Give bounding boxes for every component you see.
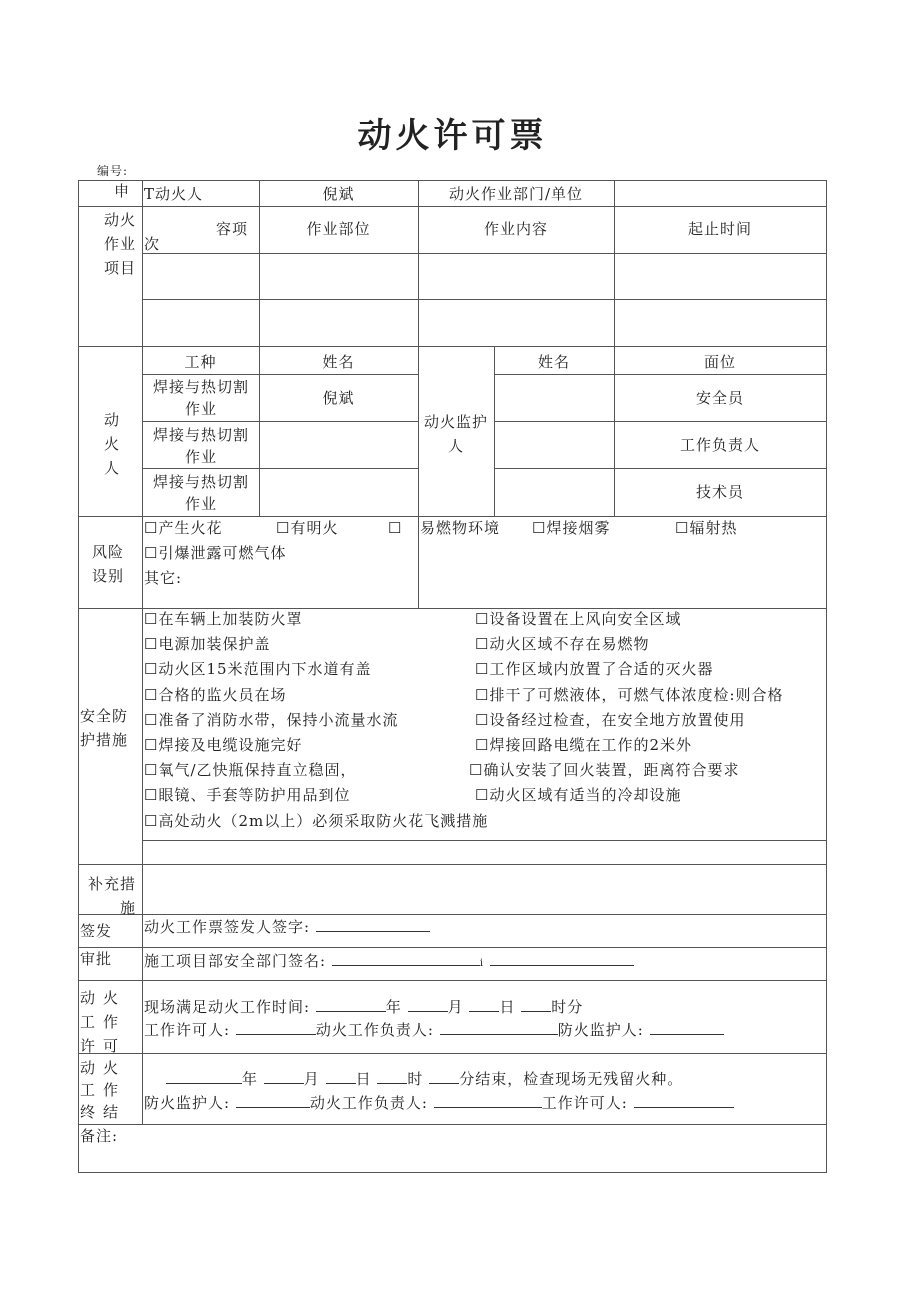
safety-item-label: 高处动火（2m以上）必须采取防火花飞溅措施: [158, 811, 489, 830]
applicant-label: T动火人: [144, 185, 204, 203]
safety-checkbox-item[interactable]: [144, 686, 286, 704]
checkbox-icon: ☐: [475, 736, 490, 754]
risk-item-sparks[interactable]: ☐产生火花: [144, 519, 223, 537]
safety-checkbox-item[interactable]: [475, 635, 649, 653]
approval-separator: i: [479, 958, 485, 969]
approval-signature-label: 施工项目部安全部门签名:: [144, 952, 327, 970]
checkbox-icon: ☐: [475, 635, 490, 654]
safety-checkbox-item[interactable]: [144, 635, 270, 653]
safety-checkbox-item[interactable]: [475, 610, 681, 628]
safety-checkbox-item[interactable]: [475, 711, 745, 729]
checkbox-icon: ☐: [144, 811, 159, 830]
monitor-position-1: 安全员: [695, 389, 744, 407]
checkbox-icon: ☐: [475, 710, 490, 729]
checkbox-icon: ☐: [144, 736, 159, 754]
issue-side-label: 签发: [80, 922, 113, 940]
safety-checkbox-item[interactable]: [475, 736, 692, 754]
safety-checkbox-item[interactable]: [475, 786, 681, 804]
risk-other-label: 其它:: [144, 569, 183, 587]
risk-item-gas-leak[interactable]: ☐引爆泄露可燃气体: [144, 544, 287, 562]
leader-label: 动火工作负责人:: [309, 1094, 428, 1112]
guard-label: 防火监护人:: [144, 1094, 231, 1112]
checkbox-icon: ☐: [469, 761, 484, 780]
permitter-label: 工作许可人:: [541, 1094, 628, 1112]
number-label: 编号:: [97, 164, 129, 178]
safety-checkbox-item[interactable]: [144, 761, 357, 779]
safety-side-label: 安全防护措施: [80, 707, 129, 749]
safety-item-label: 工作区域内放置了合适的灭火器: [489, 660, 714, 679]
risk-item-label: 焊接烟雾: [546, 519, 611, 537]
safety-item-label: 设备设置在上风向安全区域: [489, 610, 682, 628]
col-worker-name: 姓名: [322, 353, 355, 371]
safety-checkbox-item[interactable]: [144, 711, 398, 729]
safety-item-label: 动火区15米范围内下水道有盖: [158, 660, 372, 679]
risk-item-welding-fumes[interactable]: ☐焊接烟雾: [532, 519, 611, 537]
permit-side-label: 动火工作许可: [80, 989, 127, 1055]
safety-checkbox-item[interactable]: [144, 736, 302, 754]
safety-item-label: 合格的监火员在场: [158, 685, 287, 704]
leader-label: 动火工作负责人:: [315, 1021, 434, 1039]
safety-item-label: 氧气/乙快瓶保持直立稳固，: [158, 761, 357, 780]
checkbox-icon: ☐: [144, 610, 159, 628]
year-label: 年: [242, 1070, 259, 1088]
safety-checkbox-item[interactable]: [144, 610, 302, 628]
worker-type-3: 焊接与热切割作业: [152, 473, 249, 513]
safety-checkbox-item[interactable]: [475, 660, 713, 678]
monitors-side-label: 动火监护人: [423, 413, 488, 455]
issuer-signature-label: 动火工作票签发人签字:: [144, 918, 311, 936]
permit-time-row[interactable]: [144, 997, 583, 1016]
safety-item-label: 动火区域不存在易燃物: [489, 635, 650, 654]
applicant-name[interactable]: 倪斌: [322, 185, 355, 203]
hourmin-label: 时分: [551, 998, 584, 1016]
approval-side-label: 审批: [80, 950, 113, 968]
risk-item-label: 有明火: [290, 519, 339, 537]
safety-item-label: 设备经过检查，在安全地方放置使用: [489, 710, 746, 729]
checkbox-icon: ☐: [144, 660, 159, 679]
applicant-side-label: 申: [114, 182, 131, 200]
safety-checkbox-item[interactable]: [475, 686, 784, 704]
permit-signature-row[interactable]: [144, 1020, 724, 1039]
project-side-label: 动火作业项目: [103, 211, 136, 277]
col-location: 作业部位: [306, 220, 371, 238]
checkbox-icon: ☐: [144, 786, 159, 805]
permitter-label: 工作许可人:: [144, 1021, 231, 1039]
monitor-position-3: 技术员: [695, 483, 744, 501]
remarks-label: 备注:: [80, 1127, 119, 1145]
day-label: 日: [499, 998, 516, 1016]
worker-type-1: 焊接与热切割作业: [152, 378, 249, 418]
supplement-side-label: 补充措施: [87, 875, 136, 917]
guard-label: 防火监护人:: [557, 1021, 644, 1039]
workers-side-label: 动火人: [103, 411, 120, 477]
checkbox-icon: ☐: [475, 610, 490, 628]
end-signature-row[interactable]: [144, 1093, 734, 1112]
risk-item-radiant-heat[interactable]: ☐辐射热: [675, 519, 738, 537]
safety-checkbox-item[interactable]: [144, 812, 488, 830]
worker-type-2: 焊接与热切割作业: [152, 426, 249, 466]
col-content: 作业内容: [483, 220, 548, 238]
day-label: 日: [355, 1070, 372, 1088]
risk-item-open-flame[interactable]: ☐有明火: [276, 519, 339, 537]
month-label: 月: [447, 998, 464, 1016]
department-label: 动火作业部门/单位: [448, 185, 584, 203]
safety-item-label: 焊接及电缆设施完好: [158, 736, 303, 754]
safety-checkbox-item[interactable]: [144, 660, 372, 678]
issuer-signature-field[interactable]: [144, 917, 430, 936]
worker-name-1[interactable]: 倪斌: [322, 389, 355, 407]
col-item-top: 容项: [216, 220, 249, 238]
checkbox-icon: ☐: [144, 761, 159, 780]
year-label: 年: [385, 998, 402, 1016]
risk-item-label: 产生火花: [158, 519, 223, 537]
risk-item-label: 引爆泄露可燃气体: [158, 544, 287, 562]
risk-item-checkbox-flammable[interactable]: ☐: [388, 519, 403, 537]
checkbox-icon: ☐: [144, 710, 159, 729]
end-tail-text: 分结束，检查现场无残留火种。: [459, 1070, 684, 1088]
col-item-bottom: 次: [144, 235, 161, 253]
col-work-type: 工种: [184, 353, 217, 371]
page-title: 动火许可票: [357, 116, 548, 156]
end-time-row[interactable]: [166, 1069, 683, 1088]
approval-signature-field[interactable]: [144, 951, 634, 973]
safety-item-label: 在车辆上加装防火罩: [158, 610, 303, 628]
hour-label: 时: [407, 1070, 424, 1088]
safety-item-label: 准备了消防水带，保持小流量水流: [158, 710, 399, 729]
permit-time-label: 现场满足动火工作时间:: [144, 998, 311, 1016]
checkbox-icon: ☐: [144, 635, 159, 654]
checkbox-icon: ☐: [475, 660, 490, 679]
safety-checkbox-item[interactable]: [144, 786, 350, 804]
checkbox-icon: ☐: [144, 685, 159, 704]
checkbox-icon: ☐: [475, 786, 490, 805]
risk-side-label: 风险设别: [91, 543, 124, 585]
risk-item-label: 辐射热: [689, 519, 738, 537]
col-monitor-position: 面位: [703, 353, 736, 371]
safety-item-label: 电源加装保护盖: [158, 635, 271, 654]
col-monitor-name: 姓名: [537, 353, 570, 371]
col-time: 起止时间: [687, 220, 752, 238]
safety-item-label: 排干了可燃液体，可燃气体浓度检:则合格: [489, 685, 784, 704]
checkbox-icon: ☐: [475, 685, 490, 704]
safety-checkbox-item[interactable]: [469, 761, 739, 779]
safety-item-label: 动火区域有适当的冷却设施: [489, 786, 682, 805]
month-label: 月: [303, 1070, 320, 1088]
risk-item-flammable-env: 易燃物环境: [420, 519, 501, 537]
safety-item-label: 眼镜、手套等防护用品到位: [158, 786, 351, 805]
monitor-position-2: 工作负责人: [679, 436, 760, 454]
end-side-label: 动火工作终结: [80, 1059, 127, 1121]
safety-item-label: 确认安装了回火装置，距离符合要求: [483, 761, 740, 780]
safety-item-label: 焊接回路电缆在工作的2米外: [489, 736, 692, 754]
